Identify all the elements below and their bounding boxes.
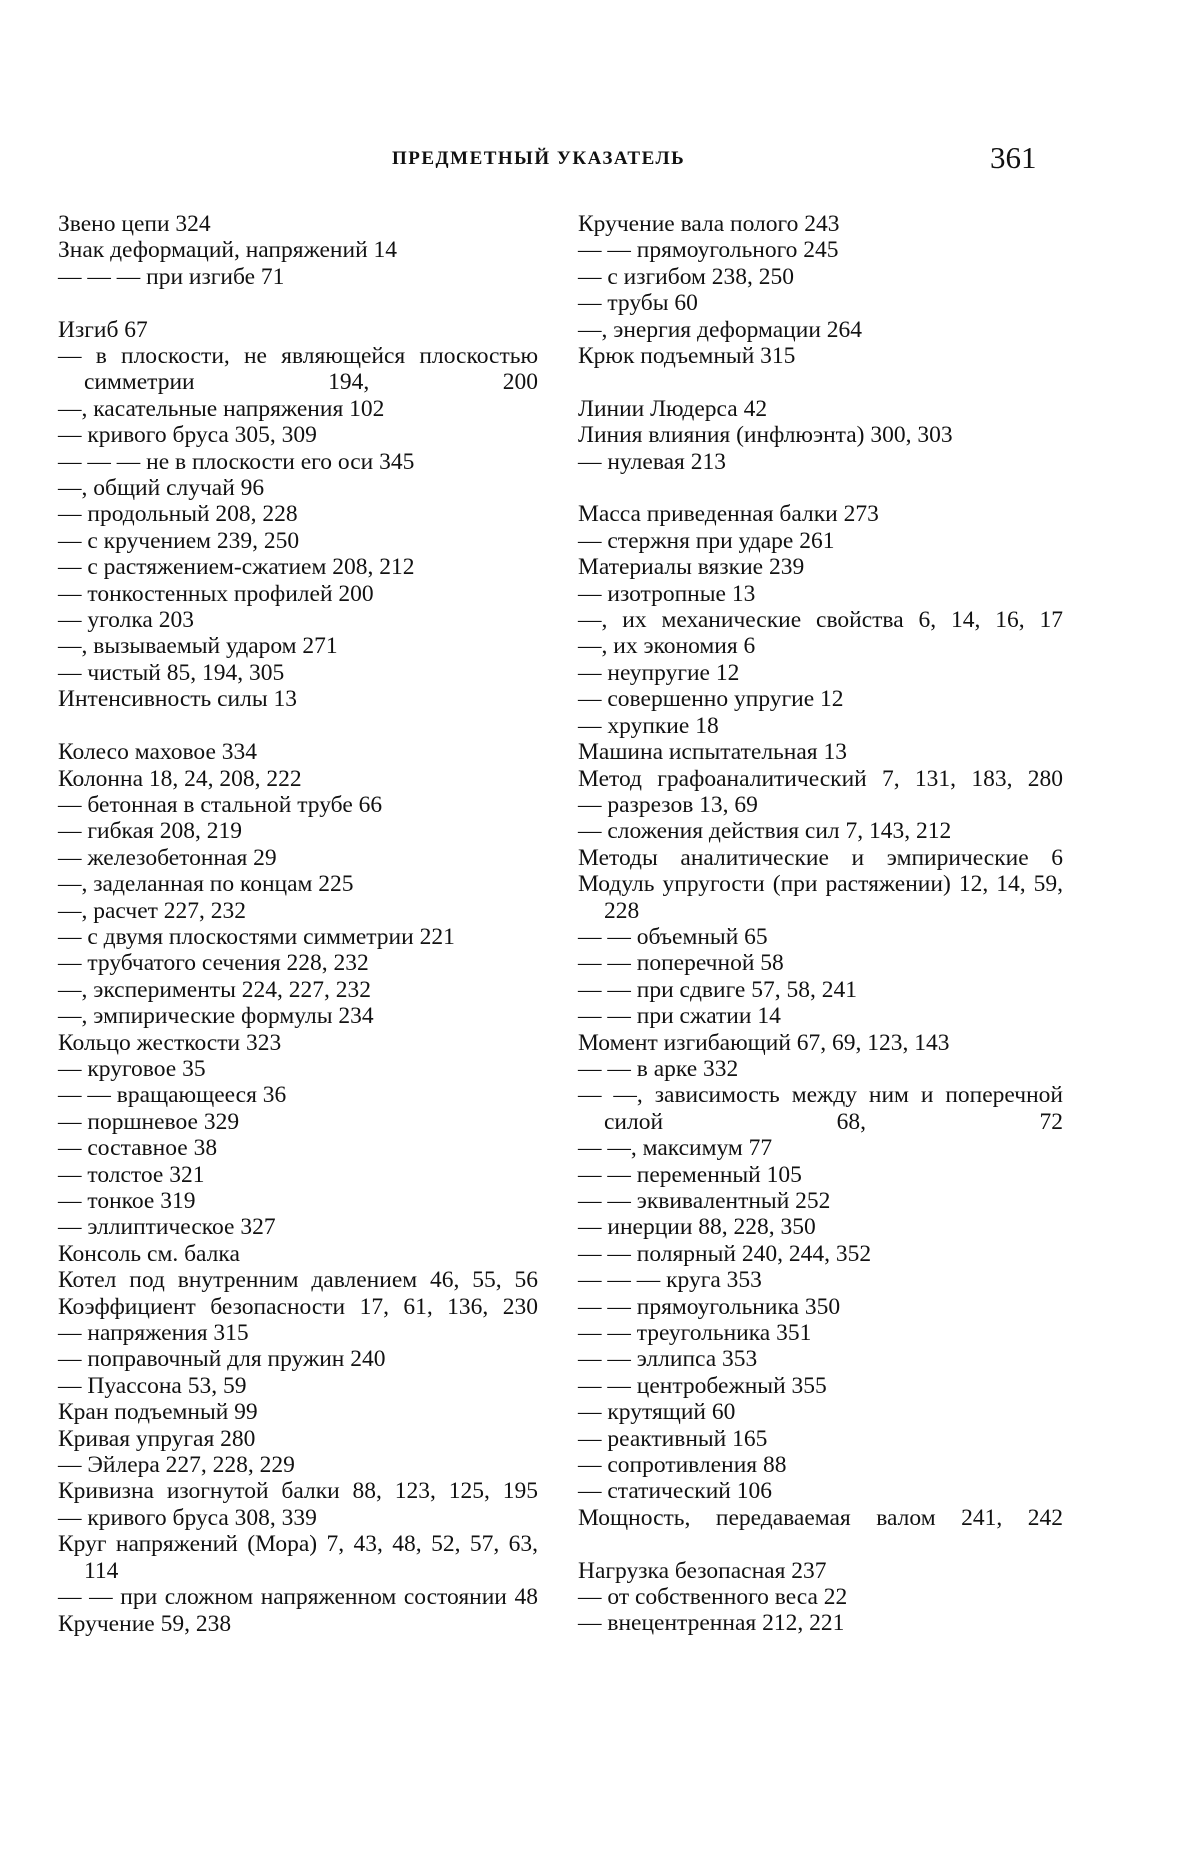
index-entry: — Пуассона 53, 59 bbox=[58, 1372, 247, 1399]
index-entry: —, вызываемый ударом 271 bbox=[58, 633, 338, 660]
section-gap bbox=[578, 475, 1063, 501]
index-entry: — сопротивления 88 bbox=[578, 1452, 787, 1479]
index-entry: Крюк подъемный 315 bbox=[578, 343, 796, 370]
index-entry: — Эйлера 227, 228, 229 bbox=[58, 1452, 295, 1479]
index-entry: — гибкая 208, 219 bbox=[58, 818, 242, 845]
index-entry: —, общий случай 96 bbox=[58, 475, 265, 502]
index-entry: — — — не в плоскости его оси 345 bbox=[58, 448, 415, 475]
section-gap bbox=[58, 713, 538, 739]
index-entry: —, заделанная по концам 225 bbox=[58, 871, 354, 898]
index-entry: — в плоскости, не являющейся плоскостью симметрии 194, 200 bbox=[58, 343, 538, 396]
index-entry: Линии Людерса 42 bbox=[578, 395, 768, 422]
index-entry: Котел под внутренним давлением 46, 55, 56 bbox=[58, 1267, 538, 1294]
index-entry: Масса приведенная балки 273 bbox=[578, 501, 879, 528]
index-entry: —, их механические свойства 6, 14, 16, 17 bbox=[578, 607, 1063, 634]
index-column-right bbox=[578, 211, 1063, 1637]
index-entry: — —, зависимость между ним и поперечной силой 68, 72 bbox=[578, 1082, 1063, 1135]
index-entry: — с растяжением-сжатием 208, 212 bbox=[58, 554, 415, 581]
index-entry: — от собственного веса 22 bbox=[578, 1584, 848, 1611]
index-entry: — круговое 35 bbox=[58, 1055, 206, 1082]
index-entry: Кран подъемный 99 bbox=[58, 1399, 258, 1426]
section-gap bbox=[578, 369, 1063, 395]
index-entry: — поправочный для пружин 240 bbox=[58, 1346, 386, 1373]
index-entry: — — вращающееся 36 bbox=[58, 1082, 287, 1109]
index-entry: — толстое 321 bbox=[58, 1161, 205, 1188]
index-entry: — — при сложном напряженном состоянии 48 bbox=[58, 1584, 538, 1611]
index-entry: — реактивный 165 bbox=[578, 1425, 768, 1452]
index-entry: — — — круга 353 bbox=[578, 1267, 762, 1294]
index-entry: Нагрузка безопасная 237 bbox=[578, 1557, 827, 1584]
section-gap bbox=[58, 290, 538, 316]
page-title: ПРЕДМЕТНЫЙ УКАЗАТЕЛЬ bbox=[392, 148, 686, 169]
index-entry: Методы аналитические и эмпирические 6 bbox=[578, 844, 1063, 871]
index-entry: — — прямоугольника 350 bbox=[578, 1293, 841, 1320]
index-entry: — — треугольника 351 bbox=[578, 1320, 812, 1347]
index-entry: — трубчатого сечения 228, 232 bbox=[58, 950, 369, 977]
index-entry: — — поперечной 58 bbox=[578, 950, 784, 977]
section-gap bbox=[578, 1531, 1063, 1557]
index-entry: Модуль упругости (при растяжении) 12, 14, 59, 228 bbox=[578, 871, 1063, 924]
index-entry: — инерции 88, 228, 350 bbox=[578, 1214, 816, 1241]
index-entry: — трубы 60 bbox=[578, 290, 698, 317]
index-entry: — железобетонная 29 bbox=[58, 844, 277, 871]
index-entry: — совершенно упругие 12 bbox=[578, 686, 844, 713]
index-entry: — — — при изгибе 71 bbox=[58, 263, 285, 290]
index-entry: Момент изгибающий 67, 69, 123, 143 bbox=[578, 1029, 950, 1056]
index-entry: Колонна 18, 24, 208, 222 bbox=[58, 765, 302, 792]
index-entry: — с двумя плоскостями симметрии 221 bbox=[58, 923, 455, 950]
index-entry: Консоль см. балка bbox=[58, 1240, 240, 1267]
index-entry: — поршневое 329 bbox=[58, 1108, 240, 1135]
index-entry: — с кручением 239, 250 bbox=[58, 527, 300, 554]
index-entry: — сложения действия сил 7, 143, 212 bbox=[578, 818, 952, 845]
index-entry: — разрезов 13, 69 bbox=[578, 791, 758, 818]
index-entry: —, эксперименты 224, 227, 232 bbox=[58, 976, 371, 1003]
index-entry: Кручение 59, 238 bbox=[58, 1610, 232, 1637]
index-entry: Кривизна изогнутой балки 88, 123, 125, 195 bbox=[58, 1478, 538, 1505]
index-entry: —, эмпирические формулы 234 bbox=[58, 1003, 374, 1030]
index-entry: — тонкое 319 bbox=[58, 1188, 196, 1214]
index-entry: — с изгибом 238, 250 bbox=[578, 263, 795, 290]
index-entry: — — прямоугольного 245 bbox=[578, 237, 839, 264]
page-number: 361 bbox=[990, 140, 1037, 175]
index-entry: — — центробежный 355 bbox=[578, 1372, 827, 1399]
index-entry: —, энергия деформации 264 bbox=[578, 316, 863, 343]
index-entry: Звено цепи 324 bbox=[58, 211, 211, 237]
index-entry: — бетонная в стальной трубе 66 bbox=[58, 791, 383, 818]
index-entry: — крутящий 60 bbox=[578, 1399, 736, 1426]
index-entry: — — переменный 105 bbox=[578, 1161, 802, 1188]
index-entry: — уголка 203 bbox=[58, 607, 194, 634]
index-entry: — кривого бруса 305, 309 bbox=[58, 422, 317, 449]
index-entry: — напряжения 315 bbox=[58, 1320, 249, 1347]
index-entry: Материалы вязкие 239 bbox=[578, 554, 805, 581]
index-entry: — тонкостенных профилей 200 bbox=[58, 580, 374, 607]
index-entry: — внецентренная 212, 221 bbox=[578, 1610, 845, 1637]
index-entry: Знак деформаций, напряжений 14 bbox=[58, 237, 398, 264]
index-entry: — составное 38 bbox=[58, 1135, 218, 1162]
index-entry: — неупругие 12 bbox=[578, 659, 740, 686]
index-entry: Линия влияния (инфлюэнта) 300, 303 bbox=[578, 422, 953, 449]
index-entry: — — полярный 240, 244, 352 bbox=[578, 1240, 872, 1267]
index-entry: Колесо маховое 334 bbox=[58, 739, 258, 766]
index-entry: Круг напряжений (Мора) 7, 43, 48, 52, 57, 63, 114 bbox=[58, 1531, 538, 1584]
index-entry: — — при сжатии 14 bbox=[578, 1003, 781, 1030]
index-entry: — — объемный 65 bbox=[578, 923, 768, 950]
index-entry: — — эквивалентный 252 bbox=[578, 1188, 831, 1214]
index-entry: Машина испытательная 13 bbox=[578, 739, 847, 766]
index-entry: — изотропные 13 bbox=[578, 580, 756, 607]
index-entry: Изгиб 67 bbox=[58, 316, 148, 343]
index-entry: —, их экономия 6 bbox=[578, 633, 756, 660]
index-entry: — хрупкие 18 bbox=[578, 712, 719, 739]
index-entry: Кривая упругая 280 bbox=[58, 1425, 256, 1452]
index-entry: — кривого бруса 308, 339 bbox=[58, 1504, 317, 1531]
index-entry: —, касательные напряжения 102 bbox=[58, 395, 385, 422]
index-entry: —, расчет 227, 232 bbox=[58, 897, 247, 924]
index-entry: Метод графоаналитический 7, 131, 183, 280 bbox=[578, 765, 1063, 792]
index-entry: Мощность, передаваемая валом 241, 242 bbox=[578, 1504, 1063, 1531]
index-entry: — стержня при ударе 261 bbox=[578, 527, 835, 554]
index-entry: Кольцо жесткости 323 bbox=[58, 1029, 282, 1056]
index-entry: Коэффициент безопасности 17, 61, 136, 230 bbox=[58, 1293, 538, 1320]
index-entry: — — при сдвиге 57, 58, 241 bbox=[578, 976, 857, 1003]
index-entry: Кручение вала полого 243 bbox=[578, 211, 840, 237]
index-entry: — нулевая 213 bbox=[578, 448, 726, 475]
index-entry: — чистый 85, 194, 305 bbox=[58, 659, 285, 686]
index-entry: — статический 106 bbox=[578, 1478, 772, 1505]
index-entry: — продольный 208, 228 bbox=[58, 501, 298, 528]
index-entry: — — в арке 332 bbox=[578, 1055, 739, 1082]
index-entry: — —, максимум 77 bbox=[578, 1135, 773, 1162]
index-entry: — — эллипса 353 bbox=[578, 1346, 758, 1373]
index-entry: Интенсивность силы 13 bbox=[58, 686, 298, 713]
index-entry: — эллиптическое 327 bbox=[58, 1214, 276, 1241]
index-column-left bbox=[58, 211, 538, 1637]
